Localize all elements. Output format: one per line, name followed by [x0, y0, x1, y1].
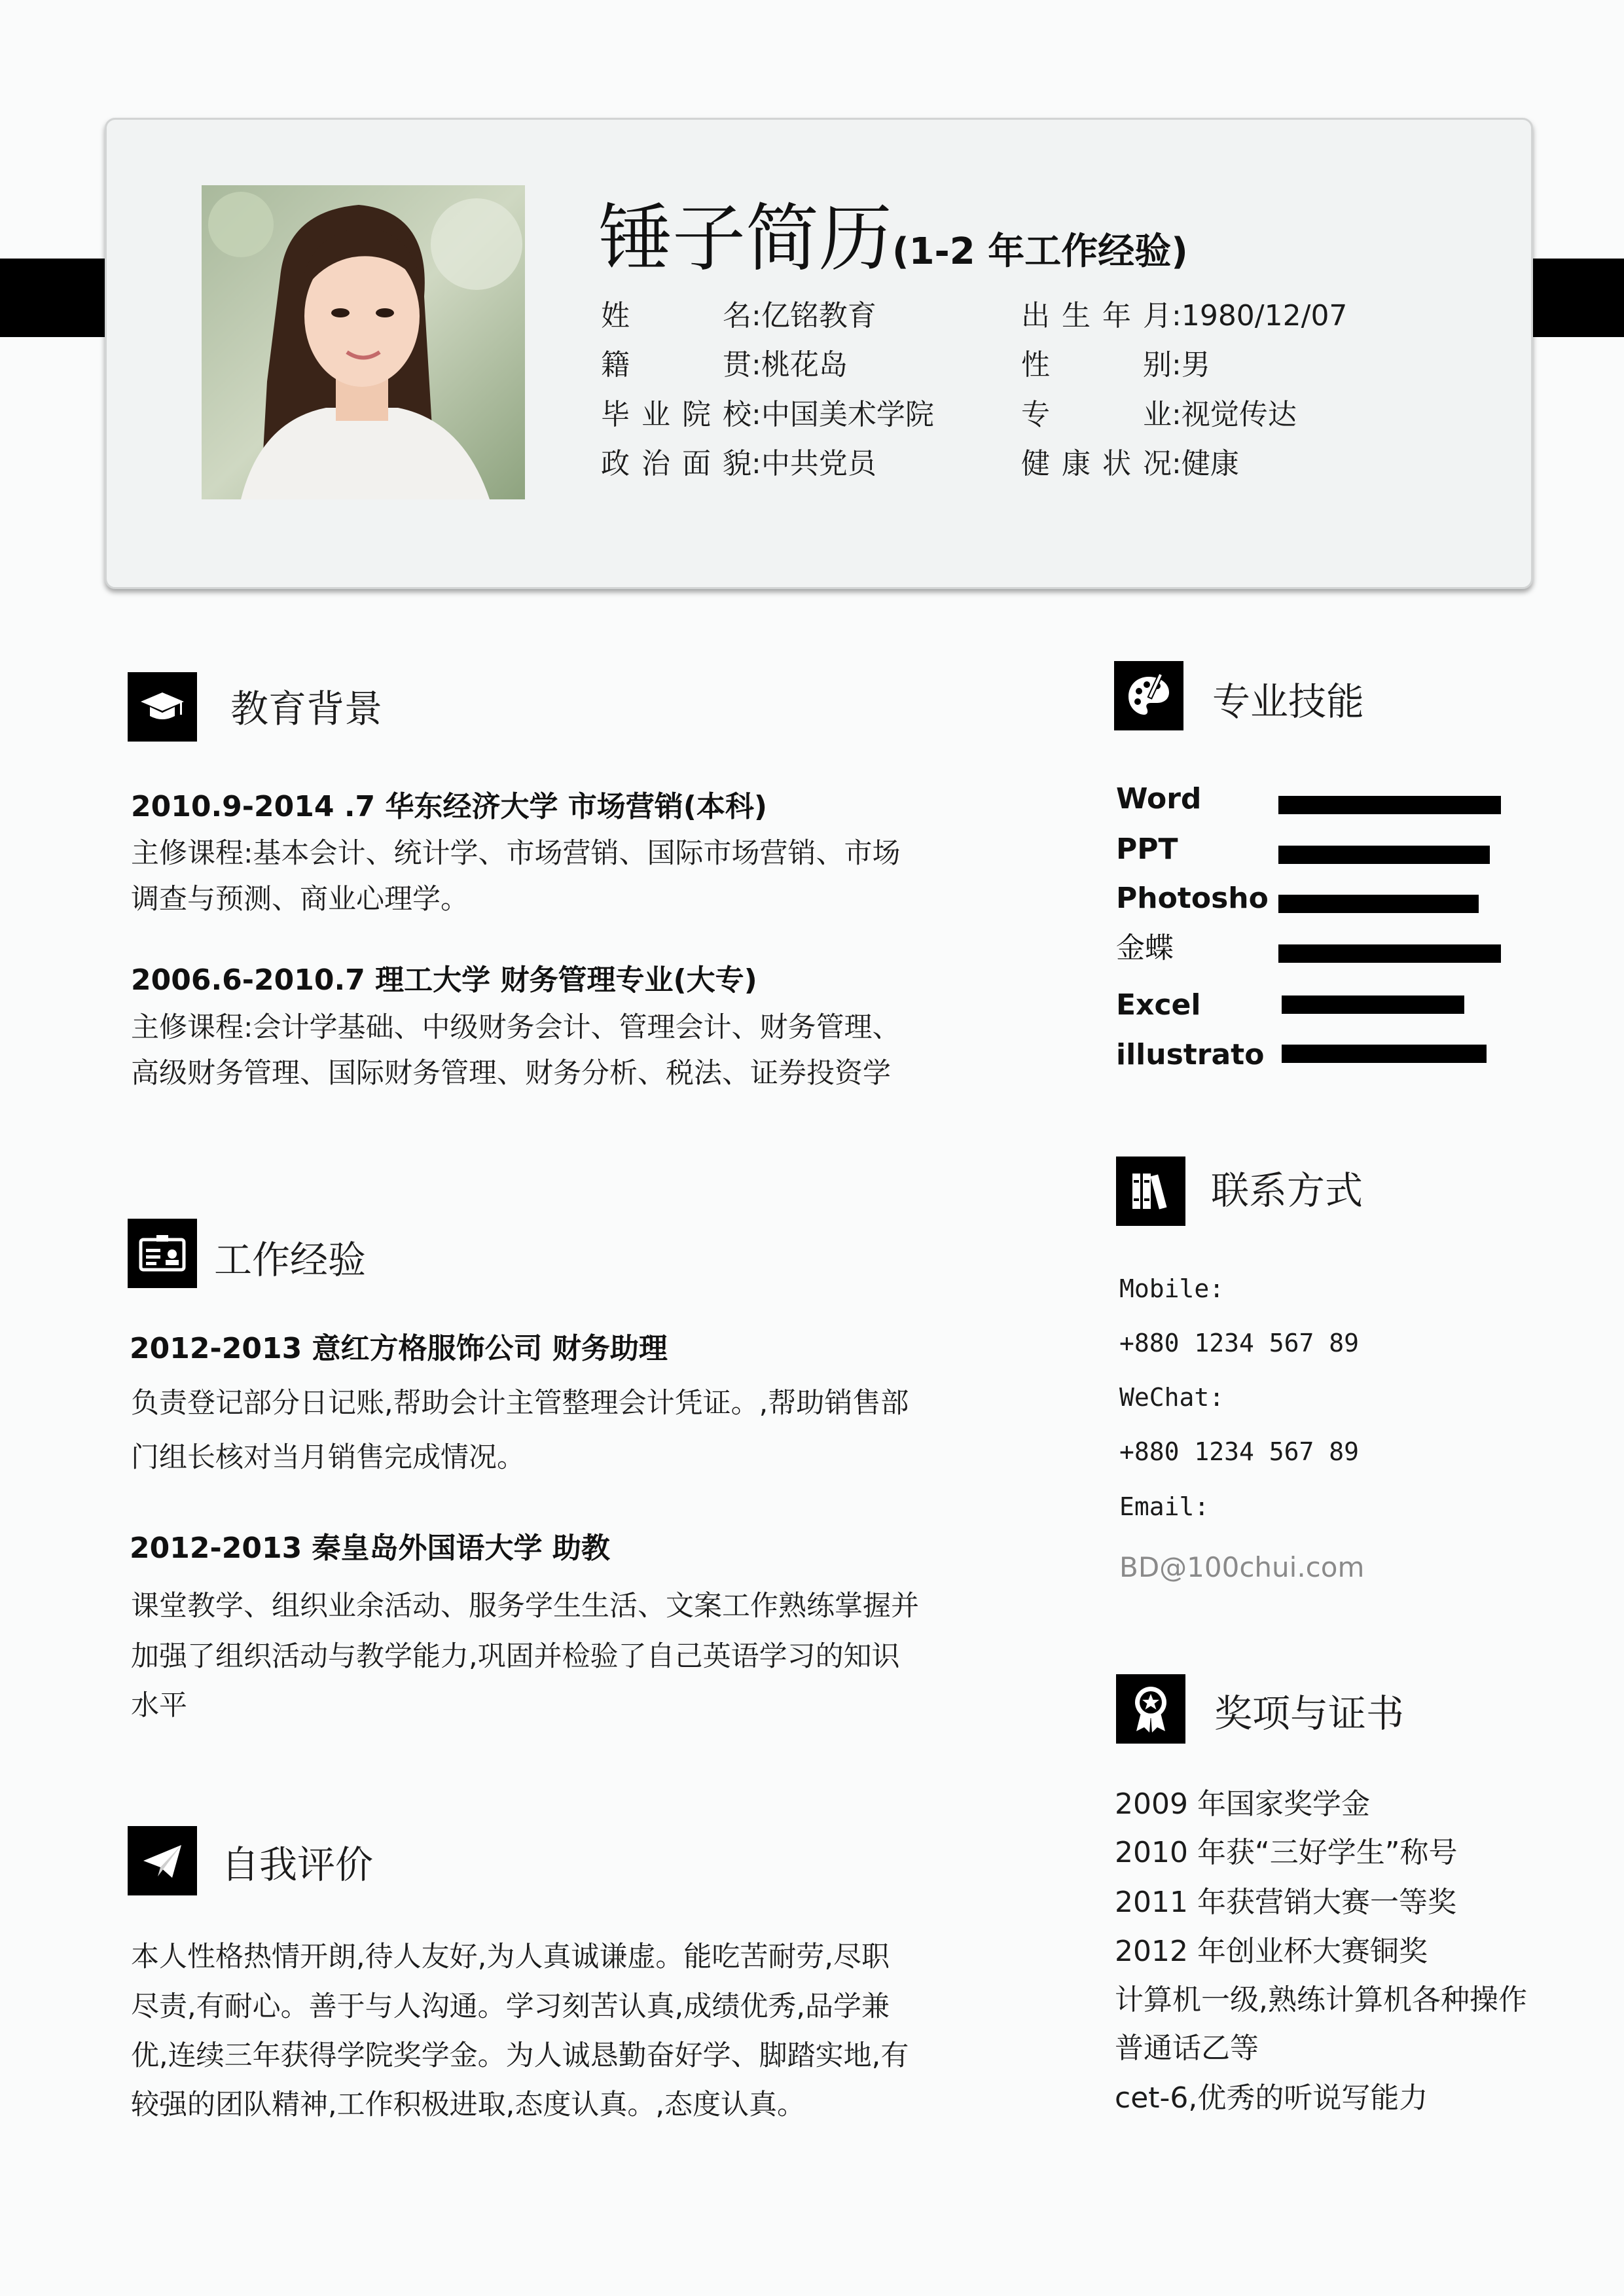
award-item: cet-6,优秀的听说写能力 [1115, 2081, 1428, 2115]
contact-title: 联系方式 [1211, 1168, 1363, 1213]
info-value: 桃花岛 [761, 348, 848, 382]
award-item: 2011 年获营销大赛一等奖 [1115, 1886, 1456, 1919]
education-entry-line: 主修课程:会计学基础、中级财务会计、管理会计、财务管理、 [131, 1011, 901, 1044]
award-item: 2009 年国家奖学金 [1115, 1787, 1370, 1821]
paper-plane-icon [128, 1826, 197, 1895]
skill-level-bar [1282, 996, 1464, 1014]
info-value: 中共党员 [761, 447, 876, 480]
education-entry-line: 主修课程:基本会计、统计学、市场营销、国际市场营销、市场 [131, 837, 901, 870]
self-eval-line: 尽责,有耐心。善于与人沟通。学习刻苦认真,成绩优秀,品学兼 [131, 1990, 890, 2023]
wechat-label: WeChat: [1119, 1383, 1225, 1412]
info-value: 中国美术学院 [761, 398, 934, 431]
id-card-icon [128, 1219, 197, 1288]
email-label: Email: [1119, 1492, 1210, 1521]
work-title: 工作经验 [214, 1238, 367, 1282]
work-entry-line: 负责登记部分日记账,帮助会计主管整理会计凭证。,帮助销售部 [131, 1387, 909, 1420]
palette-icon [1114, 661, 1183, 730]
info-label: 健康状况 [1021, 447, 1172, 480]
awards-title: 奖项与证书 [1214, 1691, 1405, 1736]
award-item: 2010 年获“三好学生”称号 [1115, 1836, 1458, 1869]
resume-title [599, 196, 1188, 295]
award-medal-icon [1116, 1674, 1185, 1744]
work-entry-line: 课堂教学、组织业余活动、服务学生生活、文案工作熟练掌握并 [131, 1590, 919, 1623]
info-label: 政治面貌 [601, 447, 751, 480]
skill-level-bar [1282, 1045, 1487, 1063]
skill-level-bar [1278, 846, 1490, 864]
skill-label: PPT [1116, 833, 1178, 866]
info-value: 健康 [1181, 447, 1239, 480]
info-value: 1980/12/07 [1181, 299, 1348, 332]
work-entry-line: 门组长核对当月销售完成情况。 [131, 1441, 525, 1474]
skill-label: Excel [1116, 988, 1201, 1022]
skill-label: 金蝶 [1116, 931, 1174, 965]
info-label: 专业 [1021, 398, 1172, 431]
info-row-name: 姓名:亿铭教育 [601, 298, 876, 334]
graduation-cap-icon [128, 672, 197, 742]
skill-label: Word [1116, 782, 1202, 816]
info-value: 视觉传达 [1181, 398, 1297, 431]
work-entry-line: 水平 [131, 1689, 187, 1722]
skill-label: Photosho [1116, 882, 1269, 915]
wechat-value: +880 1234 567 89 [1119, 1437, 1360, 1466]
skill-level-bar [1278, 796, 1501, 814]
work-entry-line: 加强了组织活动与教学能力,巩固并检验了自己英语学习的知识 [131, 1640, 900, 1673]
skill-label: illustrato [1116, 1038, 1265, 1071]
info-row-birth: 出生年月:1980/12/07 [1021, 298, 1347, 334]
info-label: 出生年月 [1021, 299, 1172, 332]
info-label: 性别 [1021, 348, 1172, 382]
resume-subtitle: (1-2 年工作经验) [892, 230, 1188, 273]
education-entry-heading: 2010.9-2014 .7 华东经济大学 市场营销(本科) [131, 790, 768, 823]
work-entry-heading: 2012-2013 秦皇岛外国语大学 助教 [130, 1532, 610, 1565]
resume-name: 锤子简历 [599, 196, 892, 281]
info-label: 毕业院校 [601, 398, 751, 431]
info-value: 亿铭教育 [761, 299, 876, 332]
award-item: 计算机一级,熟练计算机各种操作 [1115, 1983, 1527, 2017]
self-eval-line: 优,连续三年获得学院奖学金。为人诚恳勤奋好学、脚踏实地,有 [131, 2039, 909, 2072]
info-label: 籍贯 [601, 348, 751, 382]
award-item: 2012 年创业杯大赛铜奖 [1115, 1935, 1428, 1968]
skills-title: 专业技能 [1212, 679, 1365, 724]
self-eval-title: 自我评价 [221, 1842, 374, 1887]
mobile-value: +880 1234 567 89 [1119, 1329, 1360, 1357]
education-entry-line: 调查与预测、商业心理学。 [131, 883, 469, 916]
education-entry-heading: 2006.6-2010.7 理工大学 财务管理专业(大专) [131, 963, 757, 997]
education-entry-line: 高级财务管理、国际财务管理、财务分析、税法、证券投资学 [131, 1057, 891, 1090]
work-entry-heading: 2012-2013 意红方格服饰公司 财务助理 [130, 1332, 668, 1365]
info-row-health: 健康状况:健康 [1021, 446, 1239, 482]
info-row-major: 专业:视觉传达 [1021, 397, 1297, 433]
info-value: 男 [1181, 348, 1210, 382]
self-eval-line: 较强的团队精神,工作积极进取,态度认真。,态度认真。 [131, 2089, 806, 2121]
info-row-political: 政治面貌:中共党员 [601, 446, 876, 482]
skill-level-bar [1278, 944, 1501, 963]
education-title: 教育背景 [230, 687, 383, 731]
skill-level-bar [1278, 895, 1479, 913]
email-link[interactable]: BD@100chui.com [1119, 1551, 1365, 1583]
info-row-hometown: 籍贯:桃花岛 [601, 347, 848, 384]
info-row-school: 毕业院校:中国美术学院 [601, 397, 934, 433]
info-label: 姓名 [601, 299, 751, 332]
self-eval-line: 本人性格热情开朗,待人友好,为人真诚谦虚。能吃苦耐劳,尽职 [131, 1941, 890, 1973]
award-item: 普通话乙等 [1115, 2032, 1259, 2065]
books-icon [1116, 1157, 1185, 1226]
header-band-right [1533, 259, 1624, 337]
mobile-label: Mobile: [1119, 1274, 1225, 1303]
profile-photo [202, 185, 525, 499]
header-band-left [0, 259, 105, 337]
info-row-gender: 性别:男 [1021, 347, 1210, 384]
